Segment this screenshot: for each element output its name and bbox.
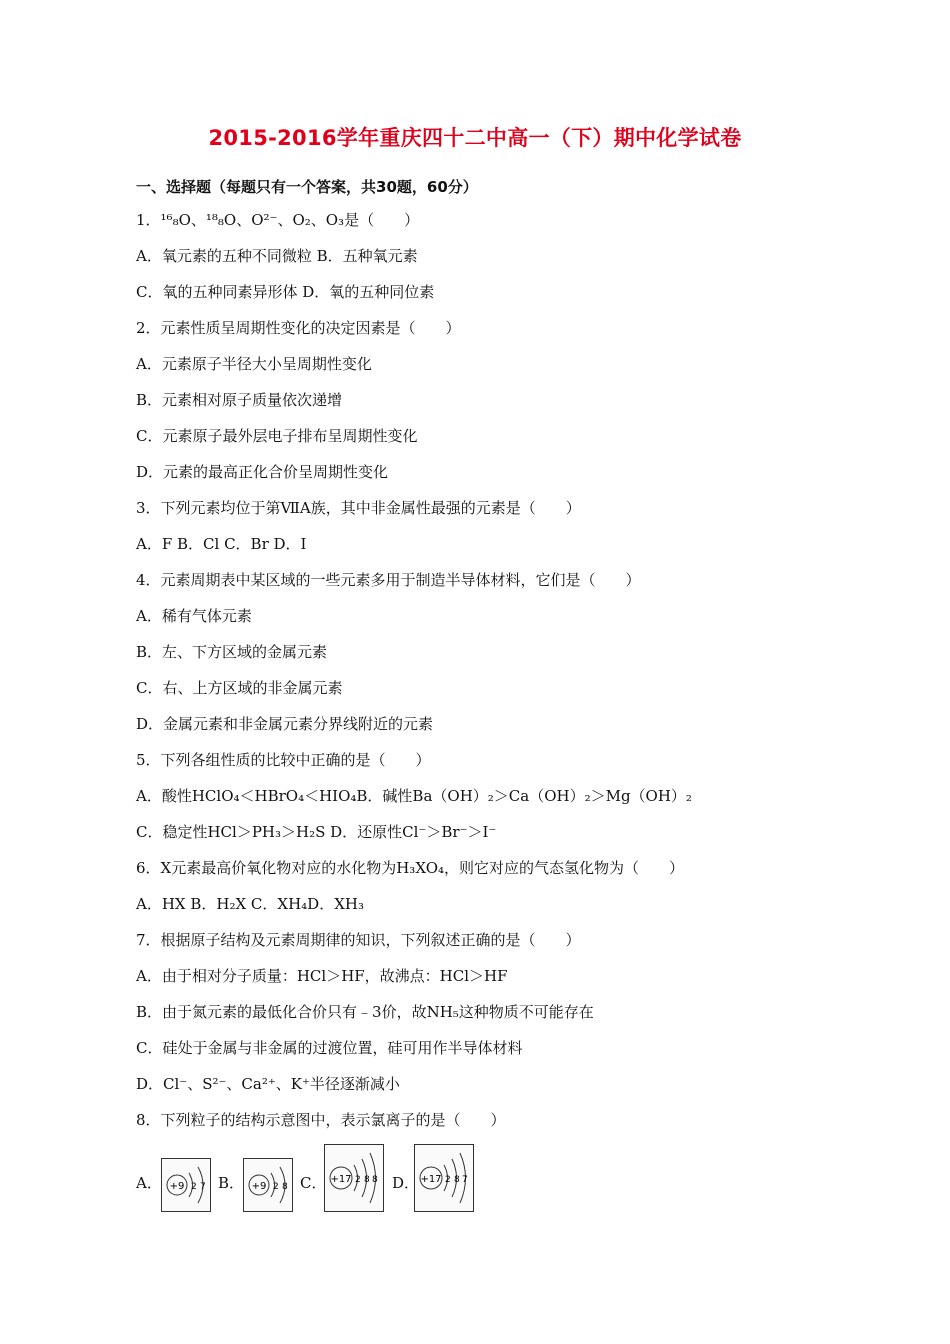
nucleus-label: +17	[330, 1174, 352, 1185]
atom-diagram-icon	[161, 1158, 211, 1212]
shell-3: 8	[372, 1175, 378, 1185]
shell-2: 8	[454, 1175, 460, 1185]
option-label: B．	[218, 1174, 245, 1192]
nucleus-label: +17	[420, 1174, 442, 1185]
page-title: 2015-2016学年重庆四十二中高一（下）期中化学试卷	[208, 126, 742, 150]
question-line: B．由于氮元素的最低化合价只有﹣3价，故NH₅这种物质不可能存在	[136, 1003, 594, 1021]
question-line: C．氧的五种同素异形体 D．氧的五种同位素	[136, 283, 435, 301]
section-heading: 一、选择题（每题只有一个答案，共30题，60分）	[136, 178, 478, 196]
question-line: 6．X元素最高价氧化物对应的水化物为H₃XO₄，则它对应的气态氢化物为（ ）	[136, 859, 685, 877]
question-line: 8．下列粒子的结构示意图中，表示氯离子的是（ ）	[136, 1111, 506, 1129]
shell-1: 2	[273, 1182, 279, 1192]
question-line: 3．下列元素均位于第ⅦA族，其中非金属性最强的元素是（ ）	[136, 499, 581, 517]
question-line: D．金属元素和非金属元素分界线附近的元素	[136, 715, 434, 733]
question-line: 2．元素性质呈周期性变化的决定因素是（ ）	[136, 319, 461, 337]
shell-2: 7	[200, 1182, 206, 1192]
question-line: B．元素相对原子质量依次递增	[136, 391, 343, 409]
question-line: A．元素原子半径大小呈周期性变化	[136, 355, 372, 373]
question-line: 5．下列各组性质的比较中正确的是（ ）	[136, 751, 431, 769]
shell-2: 8	[364, 1175, 370, 1185]
atom-diagram-icon	[324, 1144, 384, 1212]
option-label: A．	[136, 1174, 162, 1192]
option-label: D．	[392, 1174, 420, 1192]
question-line: A．酸性HClO₄＜HBrO₄＜HIO₄B．碱性Ba（OH）₂＞Ca（OH）₂＞Mg（OH）₂	[136, 787, 692, 805]
option-label: C．	[300, 1174, 327, 1192]
question-line: 7．根据原子结构及元素周期律的知识，下列叙述正确的是（ ）	[136, 931, 581, 949]
question-line: A．稀有气体元素	[136, 607, 252, 625]
q8-options	[136, 1142, 556, 1212]
shell-1: 2	[355, 1175, 361, 1185]
question-line: 4．元素周期表中某区域的一些元素多用于制造半导体材料，它们是（ ）	[136, 571, 641, 589]
question-line: A．氧元素的五种不同微粒 B．五种氧元素	[136, 247, 418, 265]
question-line: D．元素的最高正化合价呈周期性变化	[136, 463, 389, 481]
question-line: A．F B．Cl C．Br D．I	[136, 535, 307, 553]
atom-diagram-icon	[414, 1144, 474, 1212]
question-line: C．元素原子最外层电子排布呈周期性变化	[136, 427, 418, 445]
question-line: A．HX B．H₂X C．XH₄D．XH₃	[136, 895, 364, 913]
nucleus-label: +9	[169, 1181, 185, 1192]
question-line: D．Cl⁻、S²⁻、Ca²⁺、K⁺半径逐渐减小	[136, 1075, 400, 1093]
shell-1: 2	[445, 1175, 451, 1185]
question-line: C．右、上方区域的非金属元素	[136, 679, 343, 697]
shell-1: 2	[191, 1182, 197, 1192]
question-line: C．硅处于金属与非金属的过渡位置，硅可用作半导体材料	[136, 1039, 523, 1057]
question-line: 1．¹⁶₈O、¹⁸₈O、O²⁻、O₂、O₃是（ ）	[136, 211, 420, 229]
nucleus-label: +9	[251, 1181, 267, 1192]
atom-diagram-icon	[243, 1158, 293, 1212]
question-line: A．由于相对分子质量：HCl＞HF，故沸点：HCl＞HF	[136, 967, 508, 985]
question-line: B．左、下方区域的金属元素	[136, 643, 328, 661]
shell-2: 8	[282, 1182, 288, 1192]
shell-3: 7	[462, 1175, 468, 1185]
question-line: C．稳定性HCl＞PH₃＞H₂S D．还原性Cl⁻＞Br⁻＞I⁻	[136, 823, 497, 841]
